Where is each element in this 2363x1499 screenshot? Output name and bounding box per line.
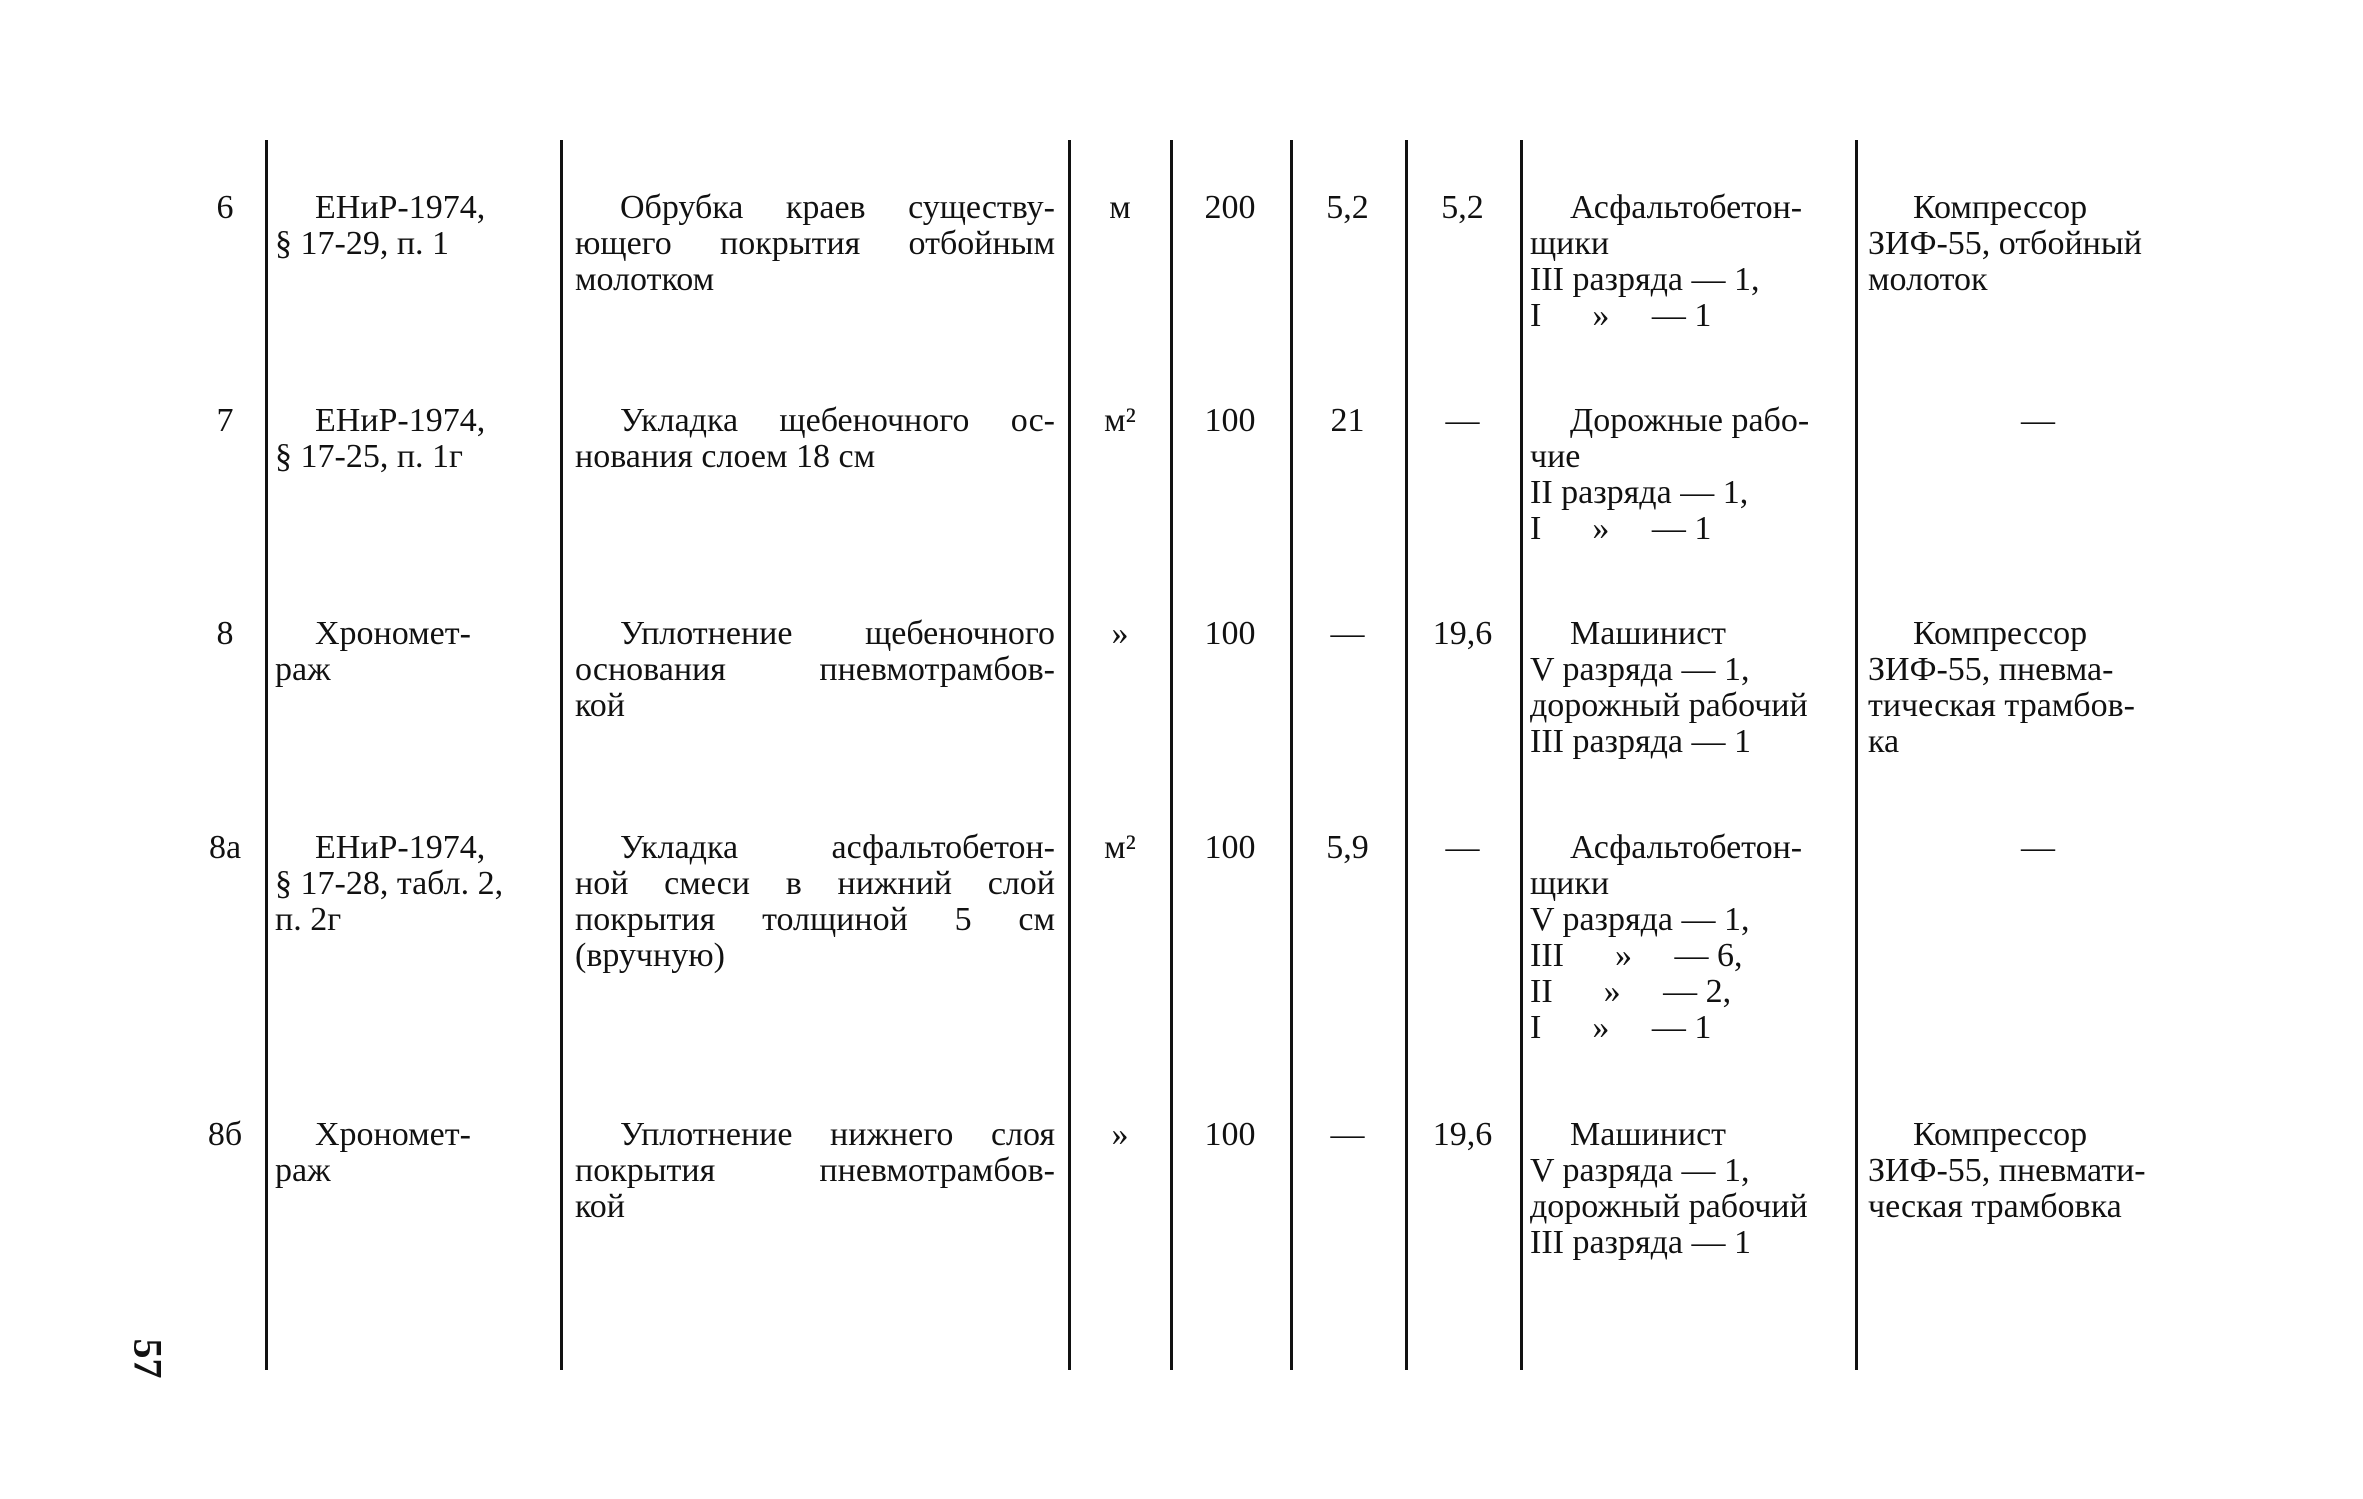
crew-line: V разряда — 1,: [1530, 901, 1750, 938]
crew-line: щики: [1530, 225, 1610, 262]
work-line: кой: [575, 1188, 625, 1225]
norm-time-cell: 21: [1330, 402, 1365, 439]
crew-line: III » — 6,: [1530, 937, 1743, 974]
source-line: ЕНиР-1974,: [315, 189, 486, 226]
work-cell: [575, 403, 1055, 475]
norm-time-cell: 5,2: [1326, 189, 1369, 226]
work-cell: [575, 190, 1055, 298]
volume-cell: 100: [1204, 1116, 1256, 1153]
work-line: Обрубка краев существу-: [620, 189, 1055, 226]
column-rule: [1520, 140, 1523, 1370]
crew-line: чие: [1530, 438, 1581, 475]
source-line: § 17-29, п. 1: [275, 225, 450, 262]
crew-cell: [1530, 830, 1850, 1046]
source-cell: [275, 616, 550, 688]
work-cell: [575, 1117, 1055, 1225]
crew-line: Машинист: [1570, 615, 1727, 652]
num-cell: 8а: [208, 829, 242, 866]
crew-line: Асфальтобетон-: [1570, 189, 1803, 226]
machines-line: ческая трамбовка: [1868, 1188, 2122, 1225]
unit-cell: м: [1109, 189, 1131, 226]
volume-cell: 100: [1204, 615, 1256, 652]
work-line: (вручную): [575, 937, 725, 974]
crew-line: Дорожные рабо-: [1570, 402, 1810, 439]
source-cell: [275, 830, 550, 938]
norm-time-cell: —: [1330, 1116, 1365, 1153]
crew-line: I » — 1: [1530, 1009, 1712, 1046]
machines-line: ЗИФ-55, пневмати-: [1868, 1152, 2146, 1189]
crew-cell: [1530, 403, 1850, 547]
source-line: § 17-25, п. 1г: [275, 438, 463, 475]
chrono-cell: —: [1445, 829, 1480, 866]
crew-line: II разряда — 1,: [1530, 474, 1749, 511]
work-line: нования слоем 18 см: [575, 438, 876, 475]
crew-line: V разряда — 1,: [1530, 1152, 1750, 1189]
source-line: раж: [275, 651, 331, 688]
machines-line: тическая трамбов-: [1868, 687, 2135, 724]
crew-line: щики: [1530, 865, 1610, 902]
source-line: § 17-28, табл. 2,: [275, 865, 504, 902]
machines-cell: [1868, 403, 2208, 439]
source-cell: [275, 403, 550, 475]
unit-cell: м²: [1104, 402, 1136, 439]
crew-cell: [1530, 616, 1850, 760]
work-line: кой: [575, 687, 625, 724]
source-line: ЕНиР-1974,: [315, 829, 486, 866]
work-line: Уплотнение щебеночного: [620, 615, 1055, 652]
crew-cell: [1530, 190, 1850, 334]
crew-line: I » — 1: [1530, 510, 1712, 547]
work-line: покрытия толщиной 5 см: [575, 901, 1055, 938]
machines-line: ЗИФ-55, пневма-: [1868, 651, 2114, 688]
machines-line: —: [2021, 829, 2055, 866]
machines-line: ЗИФ-55, отбойный: [1868, 225, 2142, 262]
work-cell: [575, 616, 1055, 724]
work-line: ющего покрытия отбойным: [575, 225, 1055, 262]
column-rule: [1290, 140, 1293, 1370]
work-line: Уплотнение нижнего слоя: [620, 1116, 1055, 1153]
work-line: ной смеси в нижний слой: [575, 865, 1055, 902]
norm-time-cell: 5,9: [1326, 829, 1369, 866]
chrono-cell: 5,2: [1441, 189, 1484, 226]
chrono-cell: 19,6: [1432, 1116, 1493, 1153]
page-number: 57: [125, 1338, 171, 1379]
machines-line: Компрессор: [1913, 615, 2088, 652]
source-line: раж: [275, 1152, 331, 1189]
machines-line: —: [2021, 402, 2055, 439]
crew-line: I » — 1: [1530, 297, 1712, 334]
num-cell: 8б: [207, 1116, 243, 1153]
crew-line: дорожный рабочий: [1530, 687, 1808, 724]
source-line: п. 2г: [275, 901, 342, 938]
column-rule: [1855, 140, 1858, 1370]
volume-cell: 200: [1204, 189, 1256, 226]
chrono-cell: 19,6: [1432, 615, 1493, 652]
volume-cell: 100: [1204, 829, 1256, 866]
source-cell: [275, 190, 550, 262]
source-cell: [275, 1117, 550, 1189]
crew-line: III разряда — 1,: [1530, 261, 1760, 298]
column-rule: [265, 140, 268, 1370]
source-line: ЕНиР-1974,: [315, 402, 486, 439]
machines-line: молоток: [1868, 261, 1988, 298]
machines-cell: [1868, 830, 2208, 866]
machines-cell: [1868, 190, 2208, 298]
column-rule: [1068, 140, 1071, 1370]
crew-line: Асфальтобетон-: [1570, 829, 1803, 866]
crew-line: Машинист: [1570, 1116, 1727, 1153]
num-cell: 8: [216, 615, 234, 652]
source-line: Хрономет-: [315, 1116, 471, 1153]
crew-cell: [1530, 1117, 1850, 1261]
volume-cell: 100: [1204, 402, 1256, 439]
norm-time-cell: —: [1330, 615, 1365, 652]
work-line: молотком: [575, 261, 715, 298]
work-cell: [575, 830, 1055, 974]
source-line: Хрономет-: [315, 615, 471, 652]
work-line: основания пневмотрамбов-: [575, 651, 1055, 688]
machines-cell: [1868, 616, 2208, 760]
crew-line: дорожный рабочий: [1530, 1188, 1808, 1225]
machines-line: ка: [1868, 723, 1900, 760]
crew-line: III разряда — 1: [1530, 723, 1752, 760]
machines-cell: [1868, 1117, 2208, 1225]
column-rule: [560, 140, 563, 1370]
num-cell: 6: [216, 189, 234, 226]
unit-cell: »: [1111, 1116, 1129, 1153]
machines-line: Компрессор: [1913, 1116, 2088, 1153]
chrono-cell: —: [1445, 402, 1480, 439]
crew-line: II » — 2,: [1530, 973, 1732, 1010]
num-cell: 7: [216, 402, 234, 439]
work-line: Укладка щебеночного ос-: [620, 402, 1055, 439]
machines-line: Компрессор: [1913, 189, 2088, 226]
work-line: Укладка асфальтобетон-: [620, 829, 1055, 866]
unit-cell: м²: [1104, 829, 1136, 866]
unit-cell: »: [1111, 615, 1129, 652]
column-rule: [1170, 140, 1173, 1370]
column-rule: [1405, 140, 1408, 1370]
work-line: покрытия пневмотрамбов-: [575, 1152, 1055, 1189]
crew-line: V разряда — 1,: [1530, 651, 1750, 688]
crew-line: III разряда — 1: [1530, 1224, 1752, 1261]
